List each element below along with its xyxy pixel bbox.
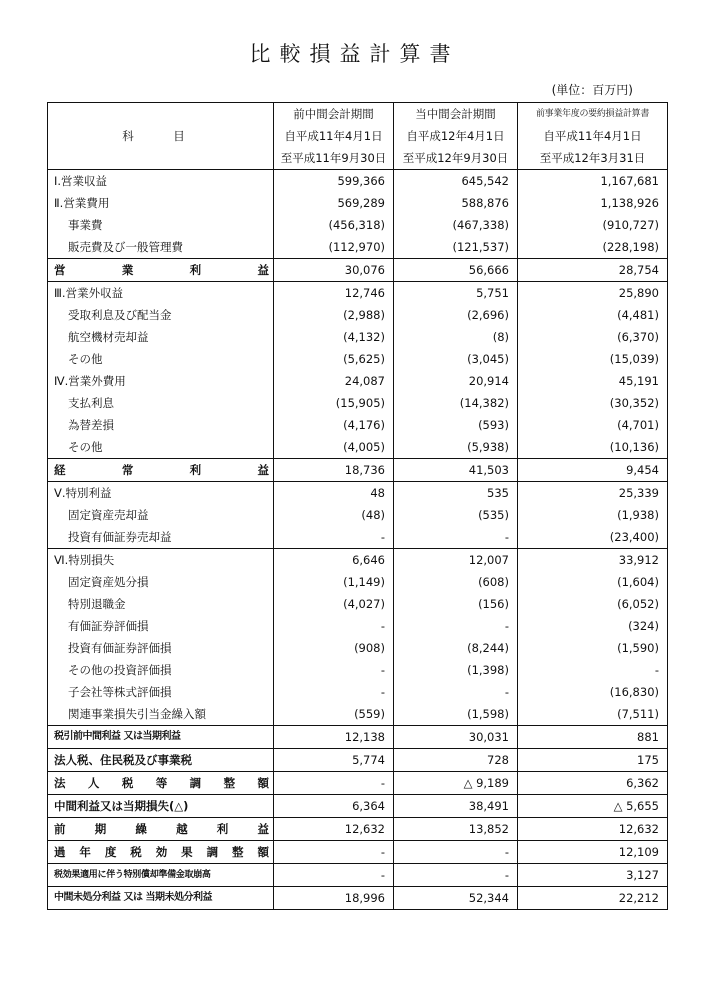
row-value-col3: 25,339	[518, 482, 668, 505]
row-value-col1: 18,736	[274, 459, 394, 482]
row-value-col1: (112,970)	[274, 236, 394, 259]
header-col3-name: 前事業年度の要約損益計算書	[518, 103, 668, 126]
row-value-col1: -	[274, 526, 394, 549]
table-row	[48, 370, 668, 392]
table-row	[48, 772, 668, 795]
row-label: 法人税等調整額	[48, 772, 274, 795]
header-row-names	[48, 103, 668, 126]
row-label: 販売費及び一般管理費	[48, 236, 274, 259]
table-row	[48, 615, 668, 637]
header-col1-name: 前中間会計期間	[274, 103, 394, 126]
row-value-col1: 12,746	[274, 282, 394, 305]
row-label: その他	[48, 348, 274, 370]
row-value-col2: (593)	[394, 414, 518, 436]
row-label: 航空機材売却益	[48, 326, 274, 348]
row-value-col2: -	[394, 864, 518, 887]
row-value-col3: (324)	[518, 615, 668, 637]
row-label: Ⅲ.営業外収益	[48, 282, 274, 305]
row-label: その他の投資評価損	[48, 659, 274, 681]
row-label: Ⅰ.営業収益	[48, 170, 274, 193]
table-row	[48, 818, 668, 841]
table-row	[48, 549, 668, 572]
row-label: 投資有価証券評価損	[48, 637, 274, 659]
header-col1-from: 自平成11年4月1日	[274, 125, 394, 147]
row-value-col1: (5,625)	[274, 348, 394, 370]
table-row	[48, 414, 668, 436]
row-label: 為替差損	[48, 414, 274, 436]
table-row	[48, 459, 668, 482]
row-value-col1: 12,138	[274, 726, 394, 749]
row-value-col2: 5,751	[394, 282, 518, 305]
row-value-col3: (16,830)	[518, 681, 668, 703]
row-value-col2: 30,031	[394, 726, 518, 749]
unit-note: (単位：百万円)	[551, 83, 633, 97]
row-value-col3: (30,352)	[518, 392, 668, 414]
row-value-col1: (2,988)	[274, 304, 394, 326]
row-value-col1: 599,366	[274, 170, 394, 193]
row-value-col1: (15,905)	[274, 392, 394, 414]
table-row	[48, 864, 668, 887]
row-value-col1: 6,646	[274, 549, 394, 572]
row-value-col2: -	[394, 681, 518, 703]
row-value-col3: 12,109	[518, 841, 668, 864]
row-value-col3: (1,604)	[518, 571, 668, 593]
row-value-col2: (2,696)	[394, 304, 518, 326]
row-label: 税効果適用に伴う特別償却準備金取崩高	[48, 864, 274, 887]
row-value-col1: 30,076	[274, 259, 394, 282]
header-col2-from: 自平成12年4月1日	[394, 125, 518, 147]
row-value-col3: 6,362	[518, 772, 668, 795]
row-value-col2: (3,045)	[394, 348, 518, 370]
row-value-col1: (456,318)	[274, 214, 394, 236]
row-value-col2: 20,914	[394, 370, 518, 392]
document-title: 比較損益計算書	[249, 42, 460, 66]
row-value-col3: 3,127	[518, 864, 668, 887]
table-row	[48, 703, 668, 726]
row-label: Ⅵ.特別損失	[48, 549, 274, 572]
row-label: 営業利益	[48, 259, 274, 282]
row-label: 法人税、住民税及び事業税	[48, 749, 274, 772]
row-value-col3: (910,727)	[518, 214, 668, 236]
row-label: 関連事業損失引当金繰入額	[48, 703, 274, 726]
row-value-col2: (5,938)	[394, 436, 518, 459]
row-value-col3: 1,138,926	[518, 192, 668, 214]
row-value-col3: (4,481)	[518, 304, 668, 326]
row-value-col2: (14,382)	[394, 392, 518, 414]
table-row	[48, 192, 668, 214]
row-value-col1: -	[274, 659, 394, 681]
row-value-col2: (608)	[394, 571, 518, 593]
row-value-col1: 48	[274, 482, 394, 505]
row-value-col3: (6,052)	[518, 593, 668, 615]
row-value-col2: 56,666	[394, 259, 518, 282]
row-value-col1: (908)	[274, 637, 394, 659]
header-col1-to: 至平成11年9月30日	[274, 147, 394, 170]
row-value-col2: 645,542	[394, 170, 518, 193]
row-value-col2: -	[394, 841, 518, 864]
row-value-col3: 12,632	[518, 818, 668, 841]
row-label: 中間利益又は当期損失(△)	[48, 795, 274, 818]
row-value-col1: -	[274, 772, 394, 795]
table-row	[48, 259, 668, 282]
row-label: 受取利息及び配当金	[48, 304, 274, 326]
row-value-col2: 38,491	[394, 795, 518, 818]
row-value-col2: -	[394, 526, 518, 549]
header-col3-from: 自平成11年4月1日	[518, 125, 668, 147]
row-label: 事業費	[48, 214, 274, 236]
row-value-col1: (4,005)	[274, 436, 394, 459]
row-value-col2: (8)	[394, 326, 518, 348]
row-value-col2: (1,398)	[394, 659, 518, 681]
row-value-col1: 5,774	[274, 749, 394, 772]
row-value-col2: (8,244)	[394, 637, 518, 659]
table-row	[48, 887, 668, 910]
row-value-col1: -	[274, 864, 394, 887]
row-value-col3: (1,590)	[518, 637, 668, 659]
row-value-col3: (1,938)	[518, 504, 668, 526]
row-value-col1: 569,289	[274, 192, 394, 214]
row-label: 税引前中間利益 又は当期利益	[48, 726, 274, 749]
row-value-col1: (4,132)	[274, 326, 394, 348]
row-value-col1: (4,176)	[274, 414, 394, 436]
row-value-col3: (15,039)	[518, 348, 668, 370]
table-row	[48, 392, 668, 414]
row-value-col1: 12,632	[274, 818, 394, 841]
row-value-col1: -	[274, 615, 394, 637]
row-value-col3: 25,890	[518, 282, 668, 305]
row-value-col1: (559)	[274, 703, 394, 726]
row-label: 中間未処分利益 又は 当期未処分利益	[48, 887, 274, 910]
row-label: 固定資産処分損	[48, 571, 274, 593]
row-value-col2: 13,852	[394, 818, 518, 841]
row-value-col2: (467,338)	[394, 214, 518, 236]
row-value-col1: 6,364	[274, 795, 394, 818]
table-row	[48, 236, 668, 259]
row-value-col3: 175	[518, 749, 668, 772]
row-value-col1: 24,087	[274, 370, 394, 392]
row-value-col1: (1,149)	[274, 571, 394, 593]
table-row	[48, 526, 668, 549]
table-row	[48, 841, 668, 864]
row-value-col2: -	[394, 615, 518, 637]
row-label: 子会社等株式評価損	[48, 681, 274, 703]
row-label: 前期繰越利益	[48, 818, 274, 841]
row-value-col2: 535	[394, 482, 518, 505]
income-statement-table	[47, 102, 668, 910]
row-label: 投資有価証券売却益	[48, 526, 274, 549]
table-row	[48, 571, 668, 593]
row-value-col3: 28,754	[518, 259, 668, 282]
row-value-col3: 45,191	[518, 370, 668, 392]
table-row	[48, 348, 668, 370]
row-value-col3: 9,454	[518, 459, 668, 482]
row-value-col3: 22,212	[518, 887, 668, 910]
table-row	[48, 593, 668, 615]
row-value-col3: (6,370)	[518, 326, 668, 348]
row-value-col2: 52,344	[394, 887, 518, 910]
row-value-col1: -	[274, 841, 394, 864]
table-row	[48, 214, 668, 236]
table-row	[48, 170, 668, 193]
row-value-col3: 881	[518, 726, 668, 749]
header-subject: 科 目	[48, 103, 274, 170]
table-row	[48, 749, 668, 772]
row-value-col3: (228,198)	[518, 236, 668, 259]
table-row	[48, 504, 668, 526]
table-row	[48, 637, 668, 659]
row-value-col1: (4,027)	[274, 593, 394, 615]
header-col2-name: 当中間会計期間	[394, 103, 518, 126]
row-label: 特別退職金	[48, 593, 274, 615]
table-row	[48, 659, 668, 681]
row-label: 固定資産売却益	[48, 504, 274, 526]
table-row	[48, 482, 668, 505]
row-value-col2: (535)	[394, 504, 518, 526]
row-value-col3: (4,701)	[518, 414, 668, 436]
table-row	[48, 726, 668, 749]
row-value-col3: (10,136)	[518, 436, 668, 459]
row-value-col2: (121,537)	[394, 236, 518, 259]
table-row	[48, 436, 668, 459]
row-label: 有価証券評価損	[48, 615, 274, 637]
row-value-col1: -	[274, 681, 394, 703]
row-label: その他	[48, 436, 274, 459]
table-row	[48, 795, 668, 818]
row-value-col3: 1,167,681	[518, 170, 668, 193]
header-col3-to: 至平成12年3月31日	[518, 147, 668, 170]
table-row	[48, 681, 668, 703]
row-label: Ⅴ.特別利益	[48, 482, 274, 505]
row-value-col2: 728	[394, 749, 518, 772]
row-value-col1: (48)	[274, 504, 394, 526]
row-value-col2: 12,007	[394, 549, 518, 572]
row-value-col3: △ 5,655	[518, 795, 668, 818]
row-value-col1: 18,996	[274, 887, 394, 910]
row-value-col2: 41,503	[394, 459, 518, 482]
row-label: Ⅳ.営業外費用	[48, 370, 274, 392]
row-label: Ⅱ.営業費用	[48, 192, 274, 214]
row-value-col2: (156)	[394, 593, 518, 615]
header-col2-to: 至平成12年9月30日	[394, 147, 518, 170]
row-label: 経常利益	[48, 459, 274, 482]
row-value-col2: 588,876	[394, 192, 518, 214]
row-value-col3: -	[518, 659, 668, 681]
row-label: 支払利息	[48, 392, 274, 414]
row-value-col3: 33,912	[518, 549, 668, 572]
row-value-col2: (1,598)	[394, 703, 518, 726]
table-row	[48, 326, 668, 348]
table-row	[48, 304, 668, 326]
row-value-col3: (7,511)	[518, 703, 668, 726]
row-value-col3: (23,400)	[518, 526, 668, 549]
row-label: 過年度税効果調整額	[48, 841, 274, 864]
table-row	[48, 282, 668, 305]
row-value-col2: △ 9,189	[394, 772, 518, 795]
